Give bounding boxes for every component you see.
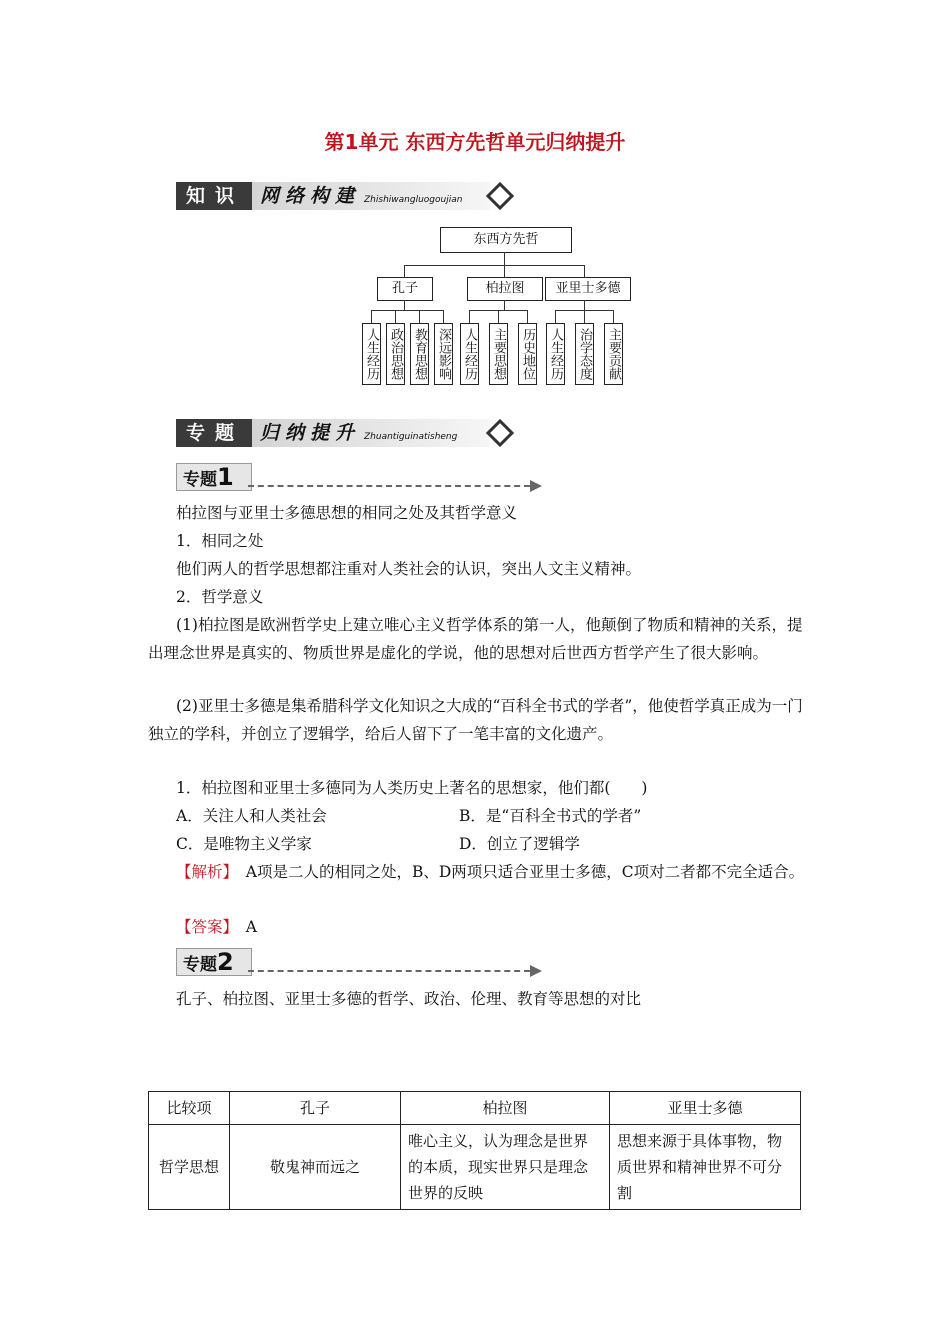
- leaf-confucius-life: 人生经历: [362, 323, 381, 385]
- topic-1-number: 1: [217, 463, 234, 491]
- section-banner-knowledge: [176, 182, 516, 212]
- analysis-tag: 【解析】: [176, 863, 231, 881]
- answer-tag: 【答案】: [176, 918, 231, 936]
- banner-dark-label: 专题: [176, 419, 252, 447]
- leaf-plato-life: 人生经历: [460, 323, 479, 385]
- table-header-row: [149, 1092, 801, 1125]
- diamond-icon: [486, 182, 514, 210]
- option-c: C．是唯物主义学家: [176, 835, 312, 853]
- question-stem: 1．柏拉图和亚里士多德同为人类历史上著名的思想家，他们都( ): [176, 779, 648, 797]
- dashed-line: [248, 970, 530, 972]
- topic-2-number: 2: [217, 948, 234, 976]
- leaf-aristotle-life: 人生经历: [546, 323, 565, 385]
- topic-2-tag: 专题2: [176, 948, 252, 976]
- branch-plato: 柏拉图: [467, 277, 543, 301]
- table-header-cell: 比较项: [149, 1092, 230, 1125]
- option-b: B．是“百科全书式的学者”: [459, 807, 642, 825]
- section-banner-topics: [176, 419, 516, 449]
- banner-light-label: [252, 419, 490, 447]
- arrow-right-icon: [530, 965, 542, 977]
- topic-1-heading: 柏拉图与亚里士多德思想的相同之处及其哲学意义: [176, 504, 518, 522]
- table-header-cell: 柏拉图: [401, 1092, 610, 1125]
- topic-1-tag: 专题1: [176, 463, 252, 491]
- branch-confucius: 孔子: [377, 277, 433, 301]
- table-cell: 哲学思想: [149, 1125, 230, 1210]
- leaf-aristotle-contribution: 主要贡献: [604, 323, 623, 385]
- answer: [176, 913, 257, 941]
- paragraph-aristotle: (2)亚里士多德是集希腊科学文化知识之大成的“百科全书式的学者”，他使哲学真正成为一门独立的学科，并创立了逻辑学，给后人留下了一笔丰富的文化遗产。: [148, 697, 803, 743]
- diagram-root: 东西方先哲: [440, 227, 572, 253]
- comparison-table: [148, 1091, 801, 1210]
- banner-subtitle: Zhuantiguinatisheng: [364, 432, 458, 442]
- banner-light-label: [252, 182, 490, 210]
- analysis-text: A项是二人的相同之处，B、D两项只适合亚里士多德，C项对二者都不完全适合。: [245, 863, 805, 881]
- table-header-cell: 孔子: [230, 1092, 401, 1125]
- banner-title: 网络构建: [260, 185, 361, 207]
- option-a: A．关注人和人类社会: [176, 807, 327, 825]
- banner-subtitle: Zhishiwangluogoujian: [364, 195, 463, 205]
- leaf-plato-thought: 主要思想: [489, 323, 508, 385]
- topic-2-heading: 孔子、柏拉图、亚里士多德的哲学、政治、伦理、教育等思想的对比: [176, 990, 642, 1008]
- table-cell: 唯心主义，认为理念是世界的本质，现实世界只是理念世界的反映: [401, 1125, 610, 1210]
- page-title: 第1单元 东西方先哲单元归纳提升: [324, 130, 626, 154]
- branch-aristotle: 亚里士多德: [545, 277, 631, 301]
- dashed-line: [248, 485, 530, 487]
- banner-dark-label: 知识: [176, 182, 252, 210]
- table-header-cell: 亚里士多德: [610, 1092, 801, 1125]
- arrow-right-icon: [530, 480, 542, 492]
- table-row: [149, 1125, 801, 1210]
- topic-2-bar: [176, 948, 546, 976]
- leaf-aristotle-attitude: 治学态度: [575, 323, 594, 385]
- subheading-similarities: 1．相同之处: [176, 532, 264, 550]
- diamond-icon: [486, 419, 514, 447]
- option-d: D．创立了逻辑学: [459, 835, 580, 853]
- leaf-plato-status: 历史地位: [518, 323, 537, 385]
- analysis: [148, 858, 808, 886]
- subheading-significance: 2．哲学意义: [176, 588, 264, 606]
- banner-title: 归纳提升: [260, 422, 361, 444]
- leaf-confucius-influence: 深远影响: [434, 323, 453, 385]
- leaf-confucius-politics: 政治思想: [386, 323, 405, 385]
- topic-1-bar: [176, 463, 546, 491]
- answer-value: A: [245, 918, 257, 936]
- table-cell: 思想来源于具体事物，物质世界和精神世界不可分割: [610, 1125, 801, 1210]
- similarities-text: 他们两人的哲学思想都注重对人类社会的认识，突出人文主义精神。: [176, 560, 642, 578]
- paragraph-plato: (1)柏拉图是欧洲哲学史上建立唯心主义哲学体系的第一人，他颠倒了物质和精神的关系，提出理念世界是真实的、物质世界是虚化的学说，他的思想对后世西方哲学产生了很大影响。: [148, 616, 803, 662]
- leaf-confucius-education: 教育思想: [410, 323, 429, 385]
- table-cell: 敬鬼神而远之: [230, 1125, 401, 1210]
